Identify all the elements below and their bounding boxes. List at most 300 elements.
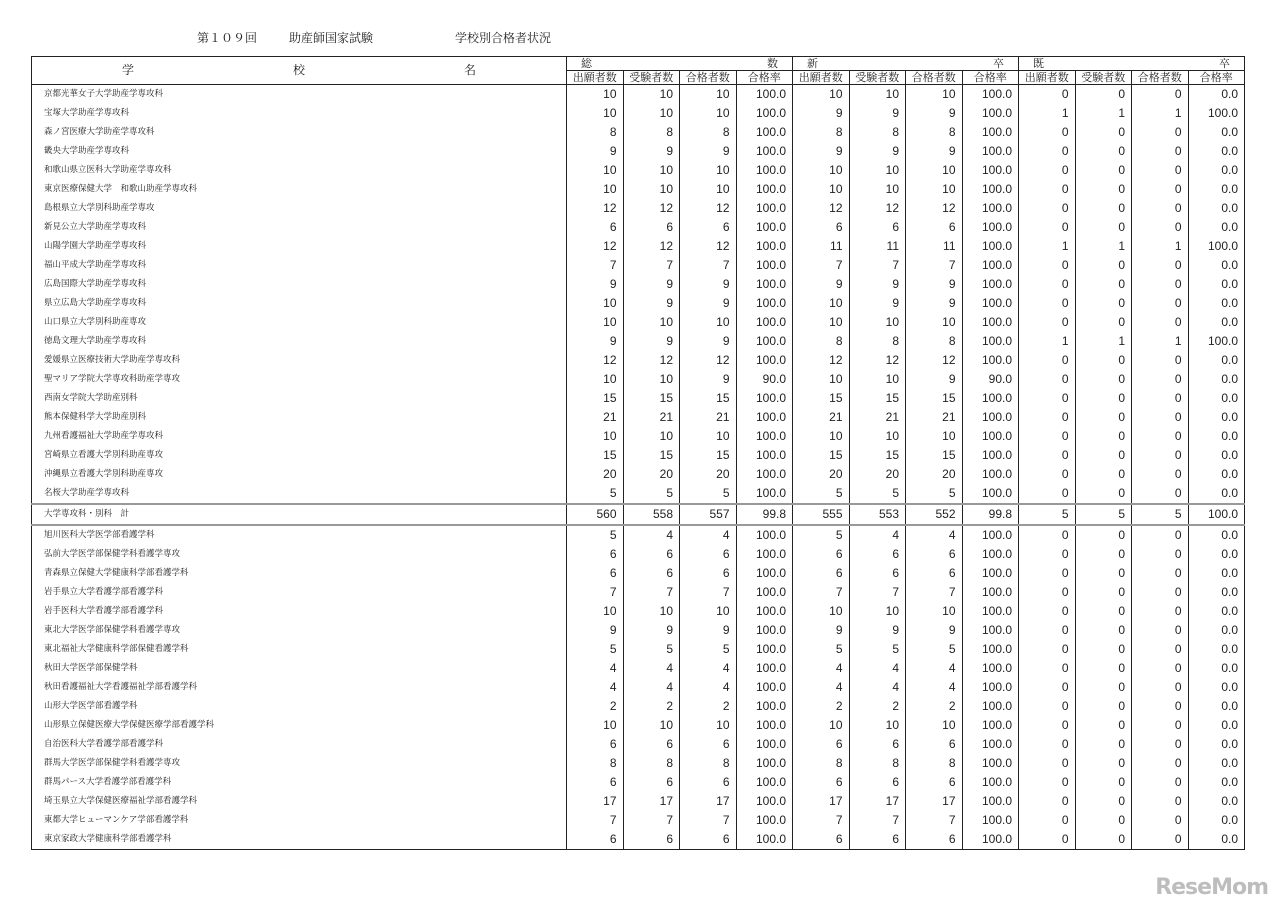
value-cell: 0 [1075,161,1132,180]
value-cell: 90.0 [962,370,1019,389]
results-table [31,56,1245,850]
value-cell: 0 [1132,811,1189,830]
school-name: 山形県立保健医療大学保健医療学部看護学科 [32,716,567,735]
value-cell: 0.0 [1188,313,1245,332]
school-name: 山陽学園大学助産学専攻科 [32,237,567,256]
value-cell: 8 [849,754,906,773]
value-cell: 2 [567,697,624,716]
value-cell: 0 [1019,142,1076,161]
value-cell: 10 [849,180,906,199]
value-cell: 0 [1132,427,1189,446]
value-cell: 5 [623,640,680,659]
school-name: 和歌山県立医科大学助産学専攻科 [32,161,567,180]
value-cell: 100.0 [736,525,793,545]
value-cell: 0 [1075,218,1132,237]
value-cell: 100.0 [736,104,793,123]
table-row [32,545,1245,564]
school-name: 熊本保健科学大学助産別科 [32,408,567,427]
value-cell: 5 [1019,504,1076,525]
value-cell: 0.0 [1188,621,1245,640]
value-cell: 0.0 [1188,142,1245,161]
value-cell: 20 [793,465,850,484]
value-cell: 100.0 [736,484,793,504]
value-cell: 0 [1132,85,1189,105]
value-cell: 9 [680,332,737,351]
value-cell: 0 [1132,525,1189,545]
value-cell: 0 [1019,621,1076,640]
value-cell: 0 [1132,659,1189,678]
value-cell: 6 [623,773,680,792]
table-row [32,583,1245,602]
table-row [32,659,1245,678]
value-cell: 5 [680,640,737,659]
value-cell: 0 [1132,773,1189,792]
table-row [32,716,1245,735]
value-cell: 12 [623,351,680,370]
value-cell: 100.0 [736,408,793,427]
value-cell: 15 [567,389,624,408]
value-cell: 12 [680,199,737,218]
value-cell: 5 [567,525,624,545]
value-cell: 7 [567,583,624,602]
value-cell: 6 [623,564,680,583]
value-cell: 10 [793,370,850,389]
value-cell: 0 [1075,370,1132,389]
value-cell: 100.0 [736,716,793,735]
value-cell: 0.0 [1188,199,1245,218]
value-cell: 6 [906,830,963,850]
exam-round: 第１０９回 [197,31,258,45]
value-cell: 0.0 [1188,659,1245,678]
table-row [32,351,1245,370]
value-cell: 10 [793,427,850,446]
value-cell: 10 [680,313,737,332]
value-cell: 100.0 [736,275,793,294]
value-cell: 100.0 [962,830,1019,850]
school-name: 東北大学医学部保健学科看護学専攻 [32,621,567,640]
value-cell: 10 [793,85,850,105]
value-cell: 4 [623,659,680,678]
group-new-grad-header [793,57,1019,71]
value-cell: 6 [793,564,850,583]
value-cell: 0 [1132,697,1189,716]
value-cell: 0 [1132,199,1189,218]
value-cell: 6 [906,545,963,564]
value-cell: 20 [567,465,624,484]
value-cell: 9 [906,294,963,313]
table-row [32,199,1245,218]
value-cell: 12 [680,351,737,370]
value-cell: 0 [1019,583,1076,602]
value-cell: 7 [680,256,737,275]
value-cell: 2 [793,697,850,716]
value-cell: 100.0 [736,602,793,621]
value-cell: 100.0 [736,332,793,351]
value-cell: 10 [793,294,850,313]
value-cell: 5 [680,484,737,504]
value-cell: 15 [680,446,737,465]
value-cell: 6 [793,545,850,564]
value-cell: 6 [680,564,737,583]
value-cell: 0.0 [1188,427,1245,446]
school-name: 東京家政大学健康科学部看護学科 [32,830,567,850]
value-cell: 17 [567,792,624,811]
value-cell: 12 [567,237,624,256]
value-cell: 100.0 [736,142,793,161]
value-cell: 100.0 [736,199,793,218]
column-header: 合格者数 [1132,71,1189,85]
value-cell: 15 [793,446,850,465]
table-row [32,408,1245,427]
value-cell: 7 [793,256,850,275]
value-cell: 0 [1132,123,1189,142]
value-cell: 0 [1019,525,1076,545]
table-row [32,754,1245,773]
value-cell: 9 [906,370,963,389]
value-cell: 0 [1075,256,1132,275]
value-cell: 6 [849,545,906,564]
school-name: 九州看護福祉大学助産学専攻科 [32,427,567,446]
value-cell: 12 [680,237,737,256]
school-name: 岩手医科大学看護学部看護学科 [32,602,567,621]
value-cell: 10 [623,85,680,105]
value-cell: 7 [849,583,906,602]
value-cell: 6 [623,545,680,564]
table-row [32,697,1245,716]
school-name: 京都光華女子大学助産学専攻科 [32,85,567,105]
value-cell: 5 [793,640,850,659]
school-name: 山形大学医学部看護学科 [32,697,567,716]
school-name: 福山平成大学助産学専攻科 [32,256,567,275]
value-cell: 0 [1075,678,1132,697]
value-cell: 8 [849,332,906,351]
value-cell: 4 [906,678,963,697]
value-cell: 10 [623,716,680,735]
value-cell: 100.0 [736,313,793,332]
value-cell: 100.0 [736,697,793,716]
column-header: 出願者数 [793,71,850,85]
value-cell: 0.0 [1188,218,1245,237]
table-row [32,735,1245,754]
value-cell: 0 [1075,199,1132,218]
value-cell: 10 [906,716,963,735]
value-cell: 100.0 [736,256,793,275]
value-cell: 100.0 [736,427,793,446]
school-name: 秋田大学医学部保健学科 [32,659,567,678]
value-cell: 9 [906,104,963,123]
value-cell: 0 [1075,446,1132,465]
value-cell: 1 [1075,237,1132,256]
resemom-watermark-logo: ReseMom [1155,875,1268,900]
value-cell: 1 [1075,332,1132,351]
value-cell: 12 [793,199,850,218]
value-cell: 100.0 [962,142,1019,161]
value-cell: 5 [567,640,624,659]
value-cell: 15 [680,389,737,408]
value-cell: 6 [623,830,680,850]
header-char: 卒 [993,57,1004,70]
table-row [32,313,1245,332]
value-cell: 0 [1132,716,1189,735]
value-cell: 1 [1132,104,1189,123]
value-cell: 8 [623,123,680,142]
value-cell: 0.0 [1188,294,1245,313]
value-cell: 9 [680,621,737,640]
value-cell: 1 [1132,332,1189,351]
table-row [32,389,1245,408]
value-cell: 0 [1019,275,1076,294]
value-cell: 4 [849,678,906,697]
value-cell: 9 [567,621,624,640]
value-cell: 0 [1132,564,1189,583]
value-cell: 0.0 [1188,564,1245,583]
value-cell: 9 [623,275,680,294]
value-cell: 0 [1132,583,1189,602]
value-cell: 100.0 [736,583,793,602]
value-cell: 10 [623,104,680,123]
value-cell: 17 [680,792,737,811]
school-name: 森ノ宮医療大学助産学専攻科 [32,123,567,142]
school-name: 東北福祉大学健康科学部保健看護学科 [32,640,567,659]
value-cell: 10 [793,716,850,735]
value-cell: 1 [1019,332,1076,351]
value-cell: 17 [623,792,680,811]
value-cell: 100.0 [1188,237,1245,256]
value-cell: 6 [680,735,737,754]
school-name: 山口県立大学別科助産専攻 [32,313,567,332]
value-cell: 6 [849,735,906,754]
document-title [197,30,617,46]
table-row [32,811,1245,830]
value-cell: 10 [567,602,624,621]
value-cell: 100.0 [962,735,1019,754]
value-cell: 0.0 [1188,389,1245,408]
value-cell: 8 [793,123,850,142]
value-cell: 12 [623,199,680,218]
school-name: 宝塚大学助産学専攻科 [32,104,567,123]
value-cell: 100.0 [962,659,1019,678]
header-char: 総 [581,57,678,70]
value-cell: 10 [623,427,680,446]
value-cell: 7 [906,583,963,602]
header-char: 新 [807,57,904,70]
value-cell: 6 [849,773,906,792]
value-cell: 8 [680,754,737,773]
value-cell: 9 [567,142,624,161]
school-name: 畿央大学助産学専攻科 [32,142,567,161]
value-cell: 9 [680,370,737,389]
header-char: 卒 [1219,57,1230,70]
value-cell: 10 [680,161,737,180]
value-cell: 10 [849,85,906,105]
value-cell: 8 [906,754,963,773]
value-cell: 0.0 [1188,465,1245,484]
value-cell: 9 [906,621,963,640]
value-cell: 0 [1019,313,1076,332]
column-header: 合格者数 [906,71,963,85]
value-cell: 0 [1019,678,1076,697]
table-row [32,678,1245,697]
value-cell: 0 [1019,811,1076,830]
value-cell: 10 [567,370,624,389]
value-cell: 100.0 [962,123,1019,142]
value-cell: 1 [1132,237,1189,256]
column-header: 受験者数 [849,71,906,85]
value-cell: 0 [1019,370,1076,389]
value-cell: 7 [793,811,850,830]
value-cell: 12 [623,237,680,256]
value-cell: 6 [567,735,624,754]
value-cell: 4 [680,659,737,678]
value-cell: 0 [1019,716,1076,735]
value-cell: 0 [1075,408,1132,427]
value-cell: 100.0 [736,85,793,105]
value-cell: 100.0 [736,161,793,180]
school-name: 秋田看護福祉大学看護福祉学部看護学科 [32,678,567,697]
value-cell: 8 [849,123,906,142]
column-header: 出願者数 [567,71,624,85]
value-cell: 100.0 [736,640,793,659]
school-name: 埼玉県立大学保健医療福祉学部看護学科 [32,792,567,811]
school-name: 島根県立大学別科助産学専攻 [32,199,567,218]
value-cell: 100.0 [962,545,1019,564]
value-cell: 10 [793,602,850,621]
value-cell: 100.0 [962,678,1019,697]
value-cell: 100.0 [962,754,1019,773]
value-cell: 0.0 [1188,123,1245,142]
value-cell: 100.0 [962,773,1019,792]
value-cell: 100.0 [962,237,1019,256]
value-cell: 4 [680,525,737,545]
value-cell: 6 [567,564,624,583]
value-cell: 0 [1075,389,1132,408]
value-cell: 0 [1132,218,1189,237]
value-cell: 9 [567,275,624,294]
value-cell: 100.0 [962,484,1019,504]
value-cell: 0.0 [1188,370,1245,389]
table-row [32,446,1245,465]
value-cell: 0 [1019,123,1076,142]
value-cell: 20 [849,465,906,484]
value-cell: 0 [1019,408,1076,427]
value-cell: 20 [906,465,963,484]
value-cell: 4 [623,678,680,697]
value-cell: 100.0 [736,830,793,850]
value-cell: 100.0 [962,408,1019,427]
value-cell: 0 [1019,484,1076,504]
value-cell: 0 [1019,754,1076,773]
value-cell: 552 [906,504,963,525]
value-cell: 100.0 [736,180,793,199]
value-cell: 0 [1075,351,1132,370]
group-prev-grad-header [1019,57,1245,71]
value-cell: 7 [680,811,737,830]
value-cell: 557 [680,504,737,525]
table-row [32,123,1245,142]
value-cell: 100.0 [962,583,1019,602]
table-row [32,640,1245,659]
value-cell: 100.0 [962,332,1019,351]
value-cell: 0 [1132,446,1189,465]
value-cell: 8 [567,754,624,773]
value-cell: 15 [906,446,963,465]
value-cell: 0 [1132,389,1189,408]
value-cell: 100.0 [736,773,793,792]
school-name: 弘前大学医学部保健学科看護学専攻 [32,545,567,564]
school-name: 自治医科大学看護学部看護学科 [32,735,567,754]
value-cell: 10 [680,427,737,446]
value-cell: 0 [1075,830,1132,850]
value-cell: 0 [1075,545,1132,564]
value-cell: 0 [1019,792,1076,811]
value-cell: 0 [1019,351,1076,370]
school-name-header [32,57,567,85]
value-cell: 4 [849,659,906,678]
value-cell: 7 [623,583,680,602]
value-cell: 0.0 [1188,640,1245,659]
value-cell: 100.0 [962,218,1019,237]
value-cell: 0 [1075,294,1132,313]
value-cell: 9 [793,275,850,294]
value-cell: 10 [567,104,624,123]
value-cell: 4 [567,678,624,697]
value-cell: 4 [849,525,906,545]
value-cell: 100.0 [962,811,1019,830]
value-cell: 9 [849,142,906,161]
value-cell: 12 [849,199,906,218]
value-cell: 20 [680,465,737,484]
value-cell: 6 [849,564,906,583]
school-name: 広島国際大学助産学専攻科 [32,275,567,294]
value-cell: 0 [1019,389,1076,408]
value-cell: 6 [906,773,963,792]
group-header-row [32,57,1245,71]
value-cell: 0 [1132,830,1189,850]
value-cell: 0.0 [1188,85,1245,105]
value-cell: 10 [680,85,737,105]
column-header: 合格率 [1188,71,1245,85]
value-cell: 0 [1075,465,1132,484]
value-cell: 100.0 [736,446,793,465]
table-row [32,142,1245,161]
value-cell: 100.0 [736,564,793,583]
value-cell: 15 [567,446,624,465]
value-cell: 0.0 [1188,446,1245,465]
value-cell: 9 [623,621,680,640]
value-cell: 100.0 [736,792,793,811]
value-cell: 0.0 [1188,161,1245,180]
value-cell: 2 [849,697,906,716]
value-cell: 0.0 [1188,716,1245,735]
value-cell: 0 [1019,85,1076,105]
value-cell: 100.0 [962,161,1019,180]
table-body [32,85,1245,850]
value-cell: 0 [1075,640,1132,659]
table-row [32,564,1245,583]
value-cell: 1 [1019,237,1076,256]
value-cell: 0 [1132,294,1189,313]
value-cell: 100.0 [962,256,1019,275]
table-row [32,773,1245,792]
value-cell: 0 [1075,811,1132,830]
school-name: 徳島文理大学助産学専攻科 [32,332,567,351]
value-cell: 6 [567,218,624,237]
value-cell: 0.0 [1188,525,1245,545]
value-cell: 9 [849,104,906,123]
value-cell: 9 [567,332,624,351]
value-cell: 10 [567,313,624,332]
school-name: 名桜大学助産学専攻科 [32,484,567,504]
